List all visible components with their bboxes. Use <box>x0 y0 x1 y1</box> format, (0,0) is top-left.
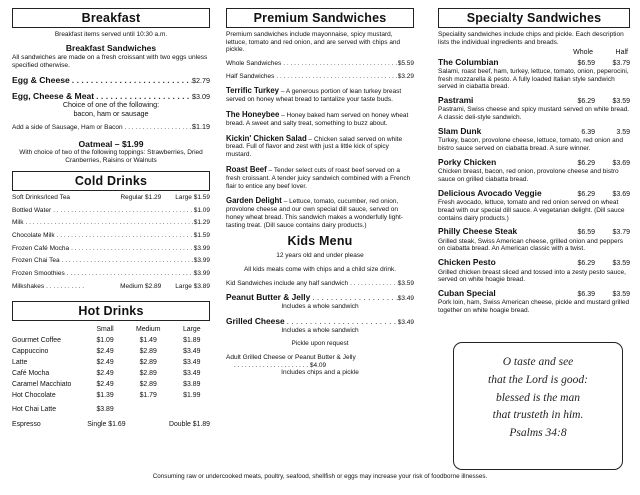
premium-item-desc: – Tender select cuts of roast beef served on a fresh croissant. A tender juicy sandwich combined with a French flair to entice any beef lover. <box>226 167 411 190</box>
cold-drink-row <box>12 283 210 291</box>
specialty-item-desc: Turkey, bacon, provolone cheese, lettuce, tomato, red onion and bistro sauce served on ciabatta bread. A sure winner. <box>438 137 624 153</box>
add-side-price: $1.19 <box>192 122 210 132</box>
quote-line: that trusteth in him. <box>492 409 584 422</box>
cold-drink-price: $3.99 <box>193 244 210 252</box>
quote-reference: Psalms 34:8 <box>509 427 567 440</box>
adult-sub: Includes chips and a pickle <box>281 369 359 377</box>
specialty-item-name: Philly Cheese Steak <box>438 226 518 237</box>
quote-line: that the Lord is good: <box>488 373 588 386</box>
specialty-item-desc: Salami, roast beef, ham, turkey, lettuce, tomato, onion, peperocini, fresh mozzarella & pesto. A fully loaded Italian style sandwich served in ciabatta bread. <box>438 67 629 91</box>
specialty-item-desc: Chicken breast, bacon, red onion, provolone cheese and bistro sauce on grilled ciabatta bread. <box>438 168 619 183</box>
breakfast-served-note: Breakfast items served until 10:30 a.m. <box>54 30 168 38</box>
specialty-half-price: $3.79 <box>612 229 630 237</box>
hot-drink-small: $3.89 <box>96 406 114 414</box>
half-sandwich-price: $3.29 <box>397 72 414 80</box>
espresso-row <box>12 421 210 429</box>
grilled-cheese-sub: Includes a whole sandwich <box>281 326 359 334</box>
hot-col-medium: Medium <box>135 325 161 333</box>
hot-drink-medium <box>123 402 174 416</box>
kids-menu-heading: Kids Menu <box>287 233 353 248</box>
grilled-cheese-price: $3.49 <box>397 318 414 326</box>
premium-item-name: Kickin' Chicken Salad <box>226 133 307 143</box>
quote-line: O taste and see <box>502 356 574 368</box>
hot-drink-medium: $2.89 <box>139 347 157 355</box>
specialty-whole-price: $6.29 <box>577 159 595 167</box>
cold-drink-label: Frozen Café Mocha <box>12 244 70 252</box>
premium-item-name: Garden Delight <box>226 196 282 206</box>
specialty-half-price: 3.59 <box>616 129 630 137</box>
hot-drink-small: $1.09 <box>96 336 114 344</box>
premium-item-name: Roast Beef <box>226 165 267 175</box>
cold-drink-label: Frozen Smoothies <box>12 269 65 277</box>
choice-line: Choice of one of the following: <box>62 100 160 110</box>
specialty-item-desc: Pastrami, Swiss cheese and spicy mustard served on white bread. A classic deli-style sandwich. <box>438 106 630 122</box>
hot-drink-medium: $1.79 <box>139 392 157 400</box>
cold-drink-medium-price: Medium $2.89 <box>120 282 162 290</box>
whole-sandwich-label: Whole Sandwiches <box>226 60 282 68</box>
egg-cheese-meat-label: Egg, Cheese & Meat <box>12 90 95 101</box>
kids-age-note: 12 years old and under please <box>276 252 364 260</box>
hot-drink-large: $3.49 <box>183 370 201 378</box>
cold-drink-label: Bottled Water <box>12 206 52 214</box>
kid-sandwiches-price: $3.59 <box>397 279 414 287</box>
specialty-item-name: Cuban Special <box>438 288 496 299</box>
specialty-col-whole: Whole <box>573 49 593 57</box>
hot-drinks-heading: Hot Drinks <box>12 301 210 321</box>
egg-cheese-meat-price: $3.09 <box>192 91 210 101</box>
cold-drink-price: $1.59 <box>193 232 210 239</box>
hot-drink-medium: $1.49 <box>139 336 157 344</box>
specialty-item-desc: Grilled chicken breast sliced and tossed into a zesty pesto sauce, served on white hoagie bread. <box>438 268 626 284</box>
hot-drink-small: $1.39 <box>96 392 114 400</box>
table-row <box>12 380 210 391</box>
egg-cheese-row <box>12 75 210 85</box>
table-row <box>12 369 210 380</box>
food-safety-disclaimer: Consuming raw or undercooked meats, poultry, seafood, shellfish or eggs may increase your risk of foodborne illnesses. <box>152 473 488 480</box>
specialty-item-desc: Grilled steak, Swiss American cheese, grilled onion and peppers on ciabatta bread. An American classic with a twist. <box>438 237 623 253</box>
add-side-row <box>12 123 210 132</box>
breakfast-sandwiches-desc: All sandwiches are made on a fresh croissant with two eggs unless specified otherwise. <box>12 54 208 70</box>
table-row <box>12 346 210 357</box>
cold-drink-regular-price: Regular $1.29 <box>120 194 162 202</box>
specialty-whole-price: $6.29 <box>577 98 595 106</box>
cold-drink-label: Milk <box>12 219 24 227</box>
hot-drink-medium: $2.89 <box>139 370 157 378</box>
premium-item-desc: – Chicken salad served on white bread. Full of flavor and zest with just a little kick of spicy mustard. <box>226 135 403 159</box>
cold-drink-row <box>12 219 210 227</box>
specialty-whole-price: 6.39 <box>581 129 595 137</box>
specialty-item-desc: Fresh avocado, lettuce, tomato and red onion served on wheat bread with our special dill sauce. A vegetarian delight. (Dill sauce contains dairy products.) <box>438 199 625 222</box>
hot-drink-name: Latte <box>12 358 28 366</box>
hot-drink-medium: $2.89 <box>139 381 157 389</box>
breakfast-heading: Breakfast <box>12 8 210 28</box>
adult-price: . . . . . . . . . . . . . . . . . . . . . $4.09 <box>234 361 327 369</box>
specialty-half-price: $3.79 <box>612 59 630 67</box>
add-side-label: Add a side of Sausage, Ham or Bacon <box>12 124 123 132</box>
specialty-column <box>438 8 630 315</box>
table-row <box>12 402 210 416</box>
espresso-label: Espresso <box>12 420 41 428</box>
oatmeal-heading: Oatmeal – $1.99 <box>78 138 144 149</box>
cold-drink-price: $1.29 <box>193 219 210 227</box>
hot-drink-large: $3.49 <box>183 347 201 355</box>
premium-item-desc: – Lettuce, tomato, cucumber, red onion, provolone cheese and our own special dill sauce, served on honey wheat bread. This sandwich makes a wonderfully light-tasting treat. (Dill sauce contains dairy products.) <box>226 198 403 229</box>
hot-drink-large <box>174 402 210 416</box>
kid-sandwiches-label: Kid Sandwiches include any half sandwich <box>226 279 349 287</box>
hot-drink-name: Café Mocha <box>12 370 50 378</box>
cold-drink-row <box>12 194 210 202</box>
specialty-half-price: $3.59 <box>612 291 630 299</box>
espresso-single-price: Single $1.69 <box>87 420 126 428</box>
table-row <box>12 391 210 402</box>
specialty-item <box>438 127 630 153</box>
premium-heading: Premium Sandwiches <box>226 8 414 28</box>
hot-drink-name: Caramel Macchiato <box>12 381 72 389</box>
specialty-item-name: Slam Dunk <box>438 126 482 137</box>
cold-drink-row <box>12 232 210 240</box>
premium-item <box>226 134 414 159</box>
hot-drink-small: $2.49 <box>96 381 114 389</box>
specialty-item-name: Delicious Avocado Veggie <box>438 187 542 198</box>
scripture-quote-box <box>453 342 623 470</box>
specialty-item <box>438 96 630 122</box>
cold-drink-label: Chocolate Milk <box>12 232 55 239</box>
hot-drinks-header-row <box>12 324 210 335</box>
cold-drink-price: $1.09 <box>193 206 210 214</box>
cold-drink-row <box>12 257 210 265</box>
choice-items: bacon, ham or sausage <box>73 108 149 118</box>
premium-item-desc: – Honey baked ham served on honey wheat bread. A sweet and salty treat, something to buzz about. <box>226 112 409 127</box>
cold-drink-large-price: Large $3.89 <box>175 282 210 290</box>
cold-drinks-list <box>12 194 210 290</box>
specialty-item <box>438 227 630 253</box>
pbj-price: $3.49 <box>397 295 414 303</box>
cold-drinks-heading: Cold Drinks <box>12 171 210 191</box>
specialty-item <box>438 289 630 315</box>
half-sandwich-row <box>226 73 414 81</box>
specialty-item <box>438 189 630 223</box>
premium-item <box>226 165 414 190</box>
specialty-whole-price: $6.59 <box>577 59 595 67</box>
hot-drink-name: Gourmet Coffee <box>12 336 61 344</box>
kid-sandwiches-row <box>226 280 414 288</box>
specialty-item-desc: Pork loin, ham, Swiss American cheese, pickle and mustard grilled together on white hoagie bread. <box>438 299 630 315</box>
hot-drink-medium: $2.89 <box>139 358 157 366</box>
specialty-item-name: Pastrami <box>438 95 474 106</box>
half-sandwich-label: Half Sandwiches <box>226 72 275 80</box>
hot-drink-large: $3.49 <box>183 358 201 366</box>
specialty-half-price: $3.59 <box>612 260 630 268</box>
premium-item-name: The Honeybee <box>226 110 280 120</box>
hot-drink-small: $2.49 <box>96 358 114 366</box>
pbj-sub: Includes a whole sandwich <box>281 303 359 311</box>
whole-sandwich-row <box>226 60 414 68</box>
specialty-item <box>438 158 630 184</box>
quote-line: blessed is the man <box>495 391 580 404</box>
specialty-half-price: $3.59 <box>612 98 630 106</box>
specialty-item <box>438 258 630 284</box>
whole-sandwich-price: $5.59 <box>397 60 414 68</box>
egg-cheese-price: $2.79 <box>192 76 210 86</box>
specialty-whole-price: $6.29 <box>577 260 595 268</box>
premium-item <box>226 86 414 104</box>
specialty-col-half: Half <box>615 49 628 57</box>
cold-drink-price: $3.99 <box>193 269 210 277</box>
pbj-label: Peanut Butter & Jelly <box>226 292 311 303</box>
oatmeal-desc: With choice of two of the following toppings: Strawberries, Dried Cranberries, Raisins or Walnuts <box>19 148 203 164</box>
specialty-item-name: Porky Chicken <box>438 156 497 167</box>
adult-line: Adult Grilled Cheese or Peanut Butter & Jelly <box>226 354 356 362</box>
cold-drink-label: Frozen Chai Tea <box>12 257 60 265</box>
premium-item-desc: – A generous portion of lean turkey breast served on honey wheat bread to tantalize your taste buds. <box>226 88 402 104</box>
cold-drink-price: $3.99 <box>193 257 210 265</box>
breakfast-sandwiches-heading: Breakfast Sandwiches <box>65 43 157 54</box>
pickle-note: Pickle upon request <box>291 340 349 348</box>
hot-drink-name: Hot Chai Latte <box>12 406 57 414</box>
hot-drink-name: Hot Chocolate <box>12 392 56 400</box>
hot-drink-large: $3.89 <box>183 381 201 389</box>
pbj-row <box>226 293 414 303</box>
cold-drink-row <box>12 245 210 253</box>
cold-drink-row <box>12 207 210 215</box>
premium-item <box>226 110 414 128</box>
hot-drink-large: $1.89 <box>183 336 201 344</box>
specialty-whole-price: $6.59 <box>577 229 595 237</box>
specialty-whole-price: $6.29 <box>577 190 595 198</box>
hot-drink-small: $2.49 <box>96 370 114 378</box>
egg-cheese-label: Egg & Cheese <box>12 75 70 86</box>
scripture-quote <box>454 343 622 443</box>
breakfast-column <box>12 8 210 429</box>
specialty-item-name: Chicken Pesto <box>438 257 496 268</box>
specialty-whole-price: $6.39 <box>577 291 595 299</box>
premium-item-name: Terrific Turkey <box>226 86 280 96</box>
hot-drink-name: Cappuccino <box>12 347 49 355</box>
premium-column <box>226 8 414 377</box>
table-row <box>12 357 210 368</box>
hot-col-small: Small <box>96 325 114 333</box>
hot-col-large: Large <box>182 325 201 333</box>
kids-meals-note: All kids meals come with chips and a child size drink. <box>243 266 397 274</box>
grilled-cheese-row <box>226 317 414 327</box>
cold-drink-label: Milkshakes <box>12 282 45 290</box>
hot-drinks-table <box>12 324 210 416</box>
premium-desc: Premium sandwiches include mayonnaise, spicy mustard, lettuce, tomato and red onion, and are served with chips and pickle. <box>226 30 401 54</box>
hot-drink-large: $1.99 <box>183 392 201 400</box>
premium-item <box>226 196 414 229</box>
espresso-double-price: Double $1.89 <box>169 420 210 428</box>
specialty-item <box>438 58 630 92</box>
cold-drink-label: Soft Drinks/Iced Tea <box>12 194 71 202</box>
grilled-cheese-label: Grilled Cheese <box>226 315 285 326</box>
cold-drink-row <box>12 270 210 278</box>
hot-drink-small: $2.49 <box>96 347 114 355</box>
specialty-item-name: The Columbian <box>438 56 499 67</box>
specialty-half-price: $3.69 <box>612 190 630 198</box>
specialty-heading: Specialty Sandwiches <box>438 8 630 28</box>
specialty-half-price: $3.69 <box>612 159 630 167</box>
cold-drink-large-price: Large $1.59 <box>175 194 210 202</box>
table-row <box>12 335 210 346</box>
specialty-desc: Speciality sandwiches include chips and pickle. Each description lists the individual ingredients and breads. <box>438 30 624 46</box>
